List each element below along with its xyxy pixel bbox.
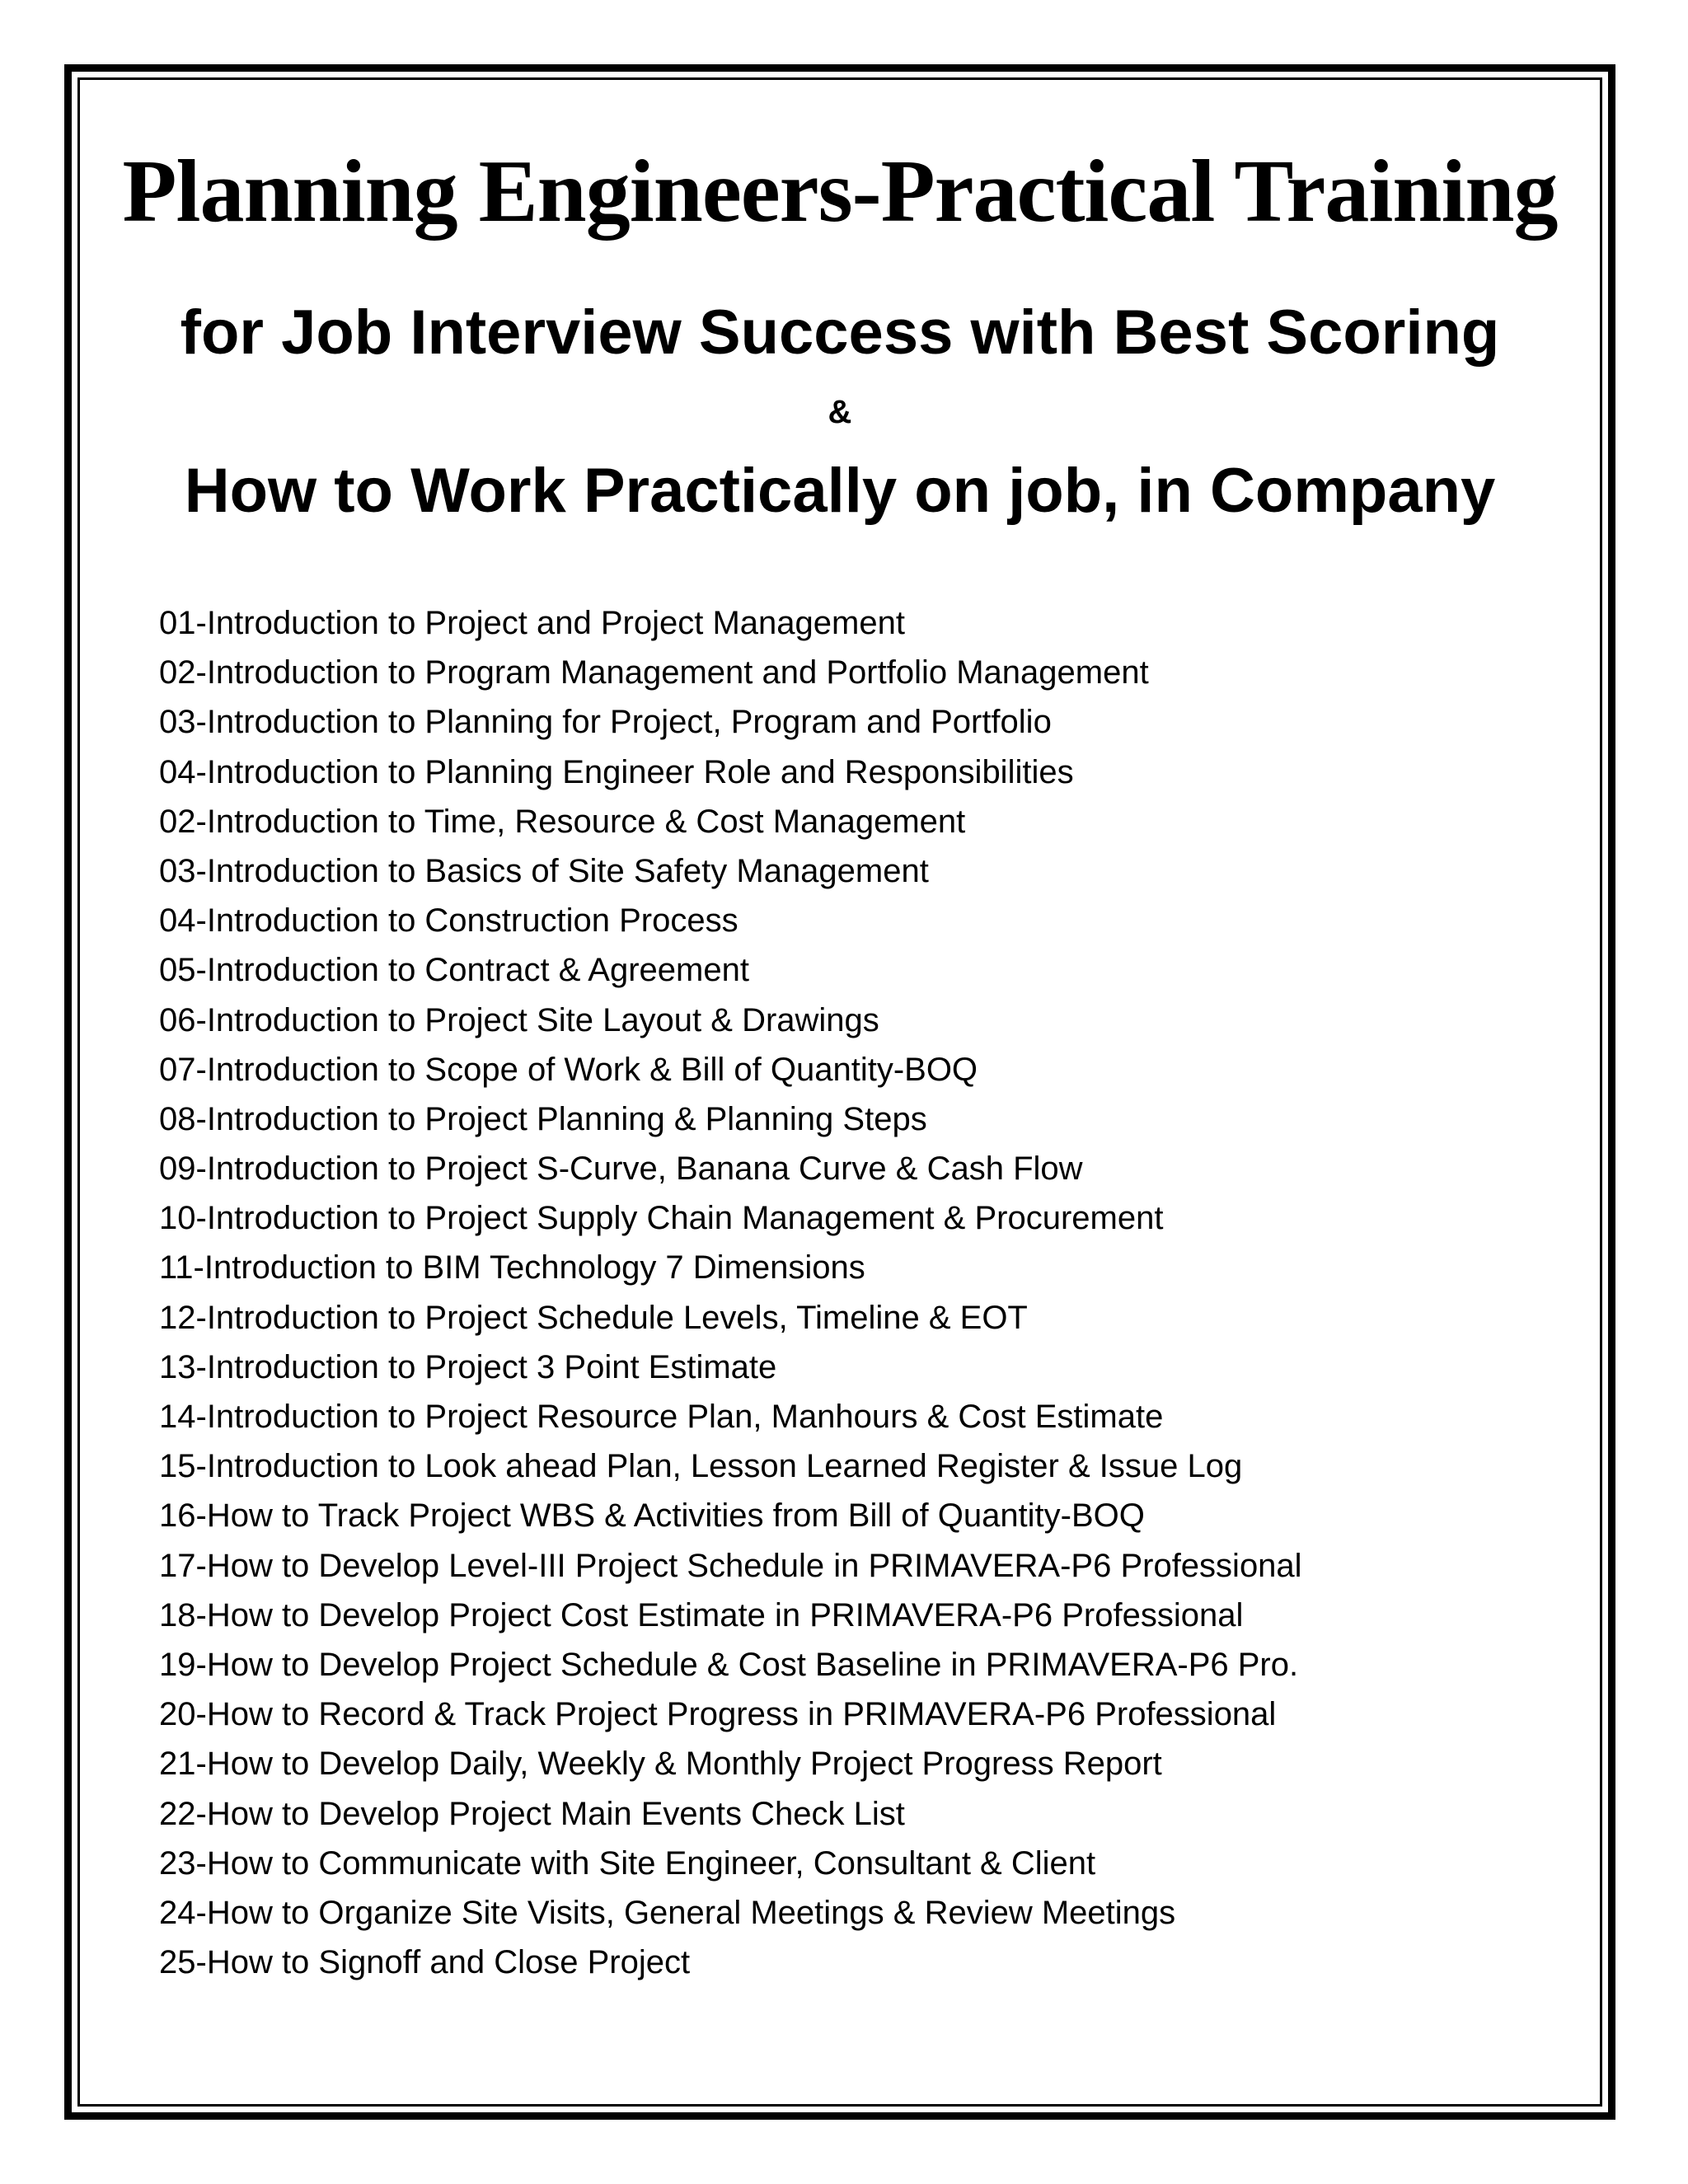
topic-item: 04-Introduction to Planning Engineer Role and Responsibilities	[159, 753, 1074, 790]
topic-item: 22-How to Develop Project Main Events Check List	[159, 1795, 905, 1832]
subtitle-line-1: for Job Interview Success with Best Scoring	[180, 298, 1500, 368]
topic-item: 02-Introduction to Time, Resource & Cost Management	[159, 803, 966, 840]
document-title: Planning Engineers-Practical Training	[122, 143, 1558, 241]
topic-item: 16-How to Track Project WBS & Activities from Bill of Quantity-BOQ	[159, 1497, 1145, 1535]
topic-item: 25-How to Signoff and Close Project	[159, 1944, 691, 1981]
topic-item: 05-Introduction to Contract & Agreement	[159, 952, 749, 989]
topic-item: 12-Introduction to Project Schedule Levels, Timeline & EOT	[159, 1299, 1028, 1336]
topic-item: 07-Introduction to Scope of Work & Bill of Quantity-BOQ	[159, 1051, 978, 1088]
topic-item: 18-How to Develop Project Cost Estimate in PRIMAVERA-P6 Professional	[159, 1596, 1244, 1633]
topic-item: 17-How to Develop Level-III Project Schedule in PRIMAVERA-P6 Professional	[159, 1547, 1302, 1584]
topic-list	[159, 598, 1302, 1987]
topic-item: 01-Introduction to Project and Project Management	[159, 605, 905, 641]
topic-item: 04-Introduction to Construction Process	[159, 902, 738, 940]
topic-item: 02-Introduction to Program Management and Portfolio Management	[159, 654, 1149, 691]
topic-item: 03-Introduction to Basics of Site Safety Management	[159, 852, 929, 889]
topic-item: 11-Introduction to BIM Technology 7 Dimensions	[159, 1249, 865, 1286]
topic-item: 09-Introduction to Project S-Curve, Banana Curve & Cash Flow	[159, 1151, 1083, 1188]
topic-item: 03-Introduction to Planning for Project, Program and Portfolio	[159, 704, 1052, 741]
topic-item: 08-Introduction to Project Planning & Planning Steps	[159, 1100, 927, 1137]
topic-item: 19-How to Develop Project Schedule & Cost Baseline in PRIMAVERA-P6 Pro.	[159, 1646, 1299, 1683]
topic-item: 21-How to Develop Daily, Weekly & Monthly Project Progress Report	[159, 1746, 1162, 1783]
subtitle-line-2: How to Work Practically on job, in Company	[184, 456, 1496, 526]
topic-item: 10-Introduction to Project Supply Chain Management & Procurement	[159, 1200, 1164, 1237]
topic-item: 23-How to Communicate with Site Engineer, Consultant & Client	[159, 1844, 1096, 1882]
topic-item: 24-How to Organize Site Visits, General Meetings & Review Meetings	[159, 1894, 1176, 1931]
topic-item: 14-Introduction to Project Resource Plan, Manhours & Cost Estimate	[159, 1399, 1164, 1435]
topic-item: 06-Introduction to Project Site Layout & Drawings	[159, 1001, 879, 1038]
topic-item: 20-How to Record & Track Project Progress in PRIMAVERA-P6 Professional	[159, 1696, 1277, 1733]
subtitle-ampersand: &	[828, 394, 852, 430]
topic-item: 13-Introduction to Project 3 Point Estimate	[159, 1348, 777, 1385]
topic-item: 15-Introduction to Look ahead Plan, Lesson Learned Register & Issue Log	[159, 1448, 1243, 1485]
